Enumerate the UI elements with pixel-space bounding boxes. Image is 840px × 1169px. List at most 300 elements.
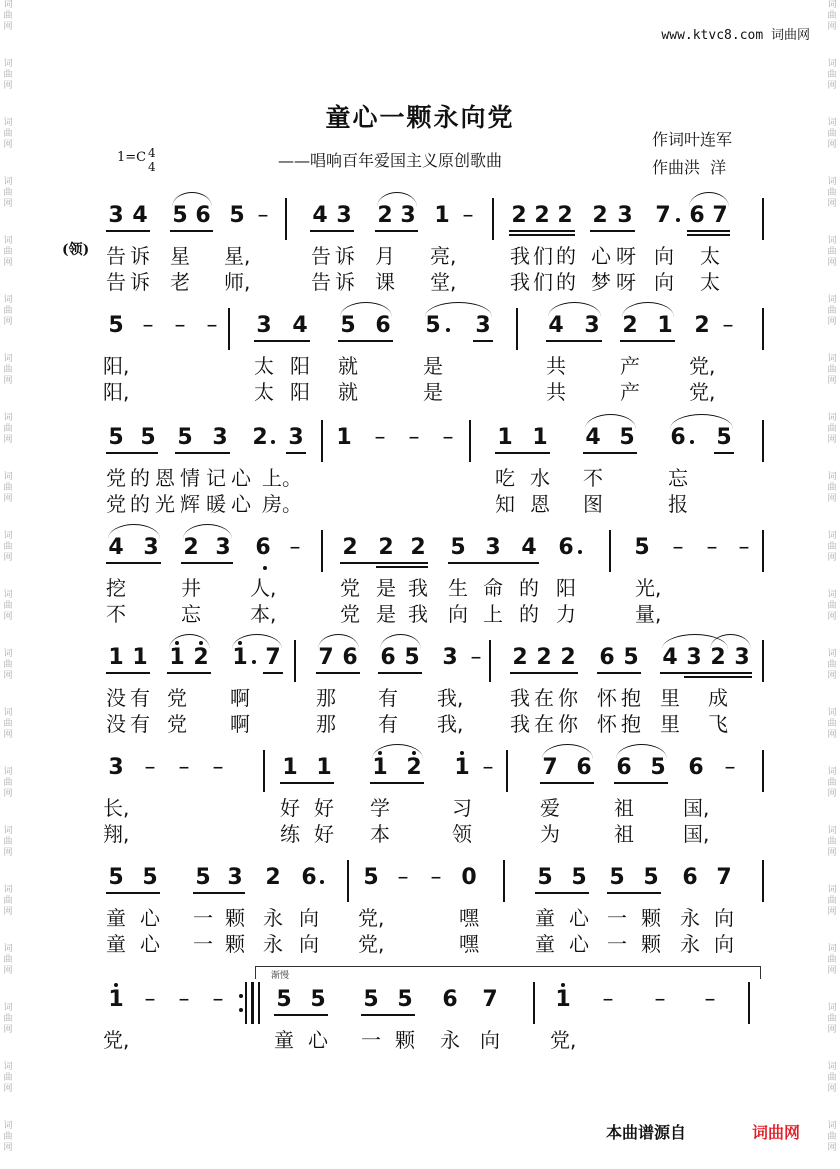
lyric-verse-2: 梦: [591, 270, 611, 294]
note: 1: [106, 986, 126, 1014]
watermark-char: 网: [827, 1143, 837, 1153]
note: 2: [410, 535, 426, 560]
bar-line: [294, 640, 296, 682]
watermark-char: 词: [3, 944, 13, 954]
lyric-verse-1: 产: [620, 354, 640, 378]
watermark-char: 网: [827, 730, 837, 740]
song-title: 童心一颗永向党: [325, 103, 515, 132]
lyric-verse-1: 我: [510, 686, 530, 710]
eighth-underline: [473, 340, 493, 342]
lyric-verse-2: 颗: [641, 932, 661, 956]
lyric-verse-2: 练: [280, 822, 300, 846]
watermark-char: 曲: [3, 719, 13, 729]
lyric-verse-2: 堂,: [430, 270, 457, 294]
watermark-char: 网: [3, 376, 13, 386]
watermark-char: 词: [827, 236, 837, 246]
eighth-underline: [495, 452, 550, 454]
lyric-verse-1: 颗: [225, 906, 245, 930]
note: 1: [532, 425, 548, 450]
note: 2: [511, 203, 527, 228]
lyric-verse-1: 星,: [224, 244, 251, 268]
eighth-underline: [338, 340, 393, 342]
eighth-underline: [175, 452, 230, 454]
note: 5: [643, 865, 659, 890]
note: –: [462, 203, 474, 228]
score-system: [0, 308, 840, 418]
lyric-verse-1: 就: [338, 354, 358, 378]
lyric-verse-2: 我,: [437, 712, 464, 736]
watermark-char: 曲: [827, 1014, 837, 1024]
note: 5: [140, 425, 156, 450]
lyric-verse-2: 好: [314, 822, 334, 846]
lyric-verse-2: 不: [106, 602, 126, 626]
watermark-char: 曲: [3, 1073, 13, 1083]
watermark-char: 曲: [3, 306, 13, 316]
lyric-verse-1: 抱: [621, 686, 641, 710]
lyric-verse-1: 水: [530, 466, 550, 490]
watermark-char: 曲: [3, 11, 13, 21]
watermark-char: 曲: [827, 483, 837, 493]
eighth-underline: [378, 672, 422, 674]
watermark-char: 网: [3, 199, 13, 209]
lyric-verse-1: 向: [714, 906, 734, 930]
eighth-underline: [448, 562, 539, 564]
note: –: [738, 535, 750, 560]
key-signature: 1=C: [117, 150, 147, 165]
note: 7: [318, 645, 334, 670]
note: 2: [534, 203, 550, 228]
note: 3: [227, 865, 243, 890]
watermark-char: 曲: [3, 483, 13, 493]
lyric-verse-2: 党: [167, 712, 187, 736]
lyric-verse-1: 生: [448, 576, 468, 600]
watermark-char: 网: [827, 1084, 837, 1094]
bar-line: [762, 530, 764, 572]
lyric-verse-2: 诉: [130, 270, 150, 294]
note: –: [430, 865, 442, 890]
watermark-char: 网: [3, 553, 13, 563]
lyric-verse-2: 是: [376, 602, 396, 626]
lyric-verse-2: 老: [170, 270, 190, 294]
lyric-verse-1: 是: [376, 576, 396, 600]
bar-line: [748, 982, 750, 1024]
eighth-underline: [280, 782, 334, 784]
lyric-verse-2: 为: [540, 822, 560, 846]
note: 5: [609, 865, 625, 890]
note: 3: [212, 425, 228, 450]
eighth-underline: [263, 672, 283, 674]
lyric-verse-1: 一: [361, 1028, 381, 1052]
eighth-underline: [106, 230, 150, 232]
lyric-verse-2: 一: [607, 932, 627, 956]
lyric-verse-2: 党: [340, 602, 360, 626]
lyric-verse-1: 党: [340, 576, 360, 600]
watermark-char: 曲: [3, 70, 13, 80]
lyric-verse-1: 忘: [668, 466, 688, 490]
score-system: [0, 982, 840, 1092]
note: 5: [619, 425, 635, 450]
note: 2: [378, 535, 394, 560]
composer: 作曲洪 洋: [652, 158, 727, 177]
watermark-char: 曲: [827, 542, 837, 552]
note: –: [470, 645, 482, 670]
lyric-verse-2: 那: [316, 712, 336, 736]
note: 5: [571, 865, 587, 890]
lyric-verse-1: 呀: [616, 244, 636, 268]
note: –: [397, 865, 409, 890]
lyric-verse-1: 的: [556, 244, 576, 268]
watermark-char: 词: [827, 295, 837, 305]
note: 4: [548, 313, 564, 338]
eighth-underline: [620, 340, 675, 342]
lyric-verse-2: 党,: [358, 932, 385, 956]
note: 2: [592, 203, 608, 228]
watermark-char: 网: [827, 553, 837, 563]
watermark-group: [0, 0, 16, 59]
bar-line: [762, 198, 764, 240]
eighth-underline: [597, 672, 641, 674]
high-octave-dot: [114, 983, 118, 987]
note: 5: [716, 425, 732, 450]
lyric-verse-2: 嘿: [459, 932, 479, 956]
watermark-char: 网: [3, 789, 13, 799]
lyric-verse-1: 党,: [689, 354, 716, 378]
lyric-verse-2: 共: [546, 380, 566, 404]
eighth-underline: [181, 562, 233, 564]
lyric-verse-1: 太: [254, 354, 274, 378]
note: 4: [312, 203, 328, 228]
lyric-verse-2: 心: [140, 932, 160, 956]
note: 6: [616, 755, 632, 780]
bar-line: [489, 640, 491, 682]
note: 2: [694, 313, 710, 338]
lyric-verse-2: 本,: [250, 602, 277, 626]
bar-line: [762, 640, 764, 682]
lyric-verse-1: 你: [558, 686, 578, 710]
lyric-verse-2: 忘: [181, 602, 201, 626]
augmentation-dot: [252, 660, 256, 664]
lyric-verse-2: 党: [106, 492, 126, 516]
slur: [689, 192, 729, 207]
note: 3: [288, 425, 304, 450]
lyric-verse-1: 亮,: [430, 244, 457, 268]
lyric-verse-1: 童: [535, 906, 555, 930]
lyric-verse-1: 永: [440, 1028, 460, 1052]
note: 2: [536, 645, 552, 670]
bar-line: [503, 860, 505, 902]
lyric-verse-1: 党,: [103, 1028, 130, 1052]
watermark-char: 网: [3, 1084, 13, 1094]
lyric-verse-1: 人,: [250, 576, 277, 600]
watermark-char: 曲: [827, 70, 837, 80]
lyric-verse-2: 向: [654, 270, 674, 294]
lyric-verse-1: 成: [708, 686, 728, 710]
note: 3: [686, 645, 702, 670]
note: 7: [716, 865, 732, 890]
note: 6: [599, 645, 615, 670]
watermark-char: 曲: [3, 424, 13, 434]
note: 2: [183, 535, 199, 560]
note: –: [174, 313, 186, 338]
watermark-char: 词: [827, 590, 837, 600]
bar-line: [516, 308, 518, 350]
watermark-char: 网: [3, 1143, 13, 1153]
note: 6: [558, 535, 574, 560]
lyric-verse-2: 向: [448, 602, 468, 626]
lyric-verse-1: 的: [519, 576, 539, 600]
lyric-verse-1: 我,: [437, 686, 464, 710]
note: 6: [301, 865, 317, 890]
note: –: [142, 313, 154, 338]
bar-line: [762, 308, 764, 350]
watermark-char: 词: [827, 885, 837, 895]
eighth-underline: [286, 452, 306, 454]
note: 1: [316, 755, 332, 780]
lyric-verse-1: 阳,: [103, 354, 130, 378]
lyric-verse-1: 吃: [495, 466, 515, 490]
note: 2: [377, 203, 393, 228]
watermark-char: 网: [827, 966, 837, 976]
watermark-char: 网: [3, 1025, 13, 1035]
watermark-char: 曲: [827, 719, 837, 729]
note: 1: [452, 754, 472, 782]
note: 5: [177, 425, 193, 450]
watermark-char: 网: [827, 81, 837, 91]
site-header[interactable]: www.ktvc8.com 词曲网: [661, 28, 810, 43]
watermark-char: 网: [827, 848, 837, 858]
eighth-underline: [106, 672, 150, 674]
lyric-verse-1: 祖: [614, 796, 634, 820]
watermark-char: 曲: [827, 955, 837, 965]
lyric-verse-2: 暖: [206, 492, 226, 516]
watermark-char: 曲: [3, 542, 13, 552]
bar-line: [609, 530, 611, 572]
note: 3: [215, 535, 231, 560]
lyric-verse-2: 诉: [335, 270, 355, 294]
lyric-verse-1: 记: [206, 466, 226, 490]
watermark-char: 词: [3, 649, 13, 659]
note: 5: [108, 313, 124, 338]
lyric-verse-1: 心: [591, 244, 611, 268]
watermark-char: 曲: [3, 365, 13, 375]
note: 3: [617, 203, 633, 228]
watermark-char: 词: [3, 531, 13, 541]
note: 5: [340, 313, 356, 338]
lyric-verse-2: 心: [231, 492, 251, 516]
bar-line: [492, 198, 494, 240]
eighth-underline: [106, 892, 160, 894]
sixteenth-underline: [687, 234, 730, 236]
watermark-char: 网: [3, 258, 13, 268]
note: 1: [167, 644, 187, 672]
watermark-char: 词: [827, 354, 837, 364]
eighth-underline: [310, 230, 354, 232]
watermark-char: 词: [3, 708, 13, 718]
note: –: [672, 535, 684, 560]
lyric-verse-1: 向: [299, 906, 319, 930]
lyric-verse-2: 啊: [230, 712, 250, 736]
eighth-underline: [106, 562, 161, 564]
lyric-verse-2: 有: [378, 712, 398, 736]
note: –: [144, 987, 156, 1012]
lyric-verse-2: 没: [106, 712, 126, 736]
watermark-char: 词: [3, 826, 13, 836]
watermark-char: 网: [3, 22, 13, 32]
lyric-verse-2: 本: [370, 822, 390, 846]
watermark-char: 曲: [3, 660, 13, 670]
watermark-char: 曲: [827, 1073, 837, 1083]
note: 6: [342, 645, 358, 670]
note: 5: [108, 425, 124, 450]
note: 5: [450, 535, 466, 560]
lyric-verse-1: 永: [680, 906, 700, 930]
note: 7: [542, 755, 558, 780]
lyric-verse-1: 颗: [641, 906, 661, 930]
note: 7: [265, 645, 281, 670]
watermark-char: 网: [827, 258, 837, 268]
note: 3: [336, 203, 352, 228]
lyric-verse-1: 永: [263, 906, 283, 930]
bar-line: [321, 420, 323, 462]
lyric-verse-1: 井: [181, 576, 201, 600]
note: –: [706, 535, 718, 560]
watermark-char: 曲: [827, 601, 837, 611]
watermark-char: 网: [3, 317, 13, 327]
low-octave-dot: [263, 566, 267, 570]
lyric-verse-1: 共: [546, 354, 566, 378]
eighth-underline: [684, 672, 752, 674]
eighth-underline: [510, 672, 578, 674]
eighth-underline: [376, 562, 428, 564]
high-octave-dot: [561, 983, 565, 987]
bar-line: [285, 198, 287, 240]
lyric-verse-2: 恩: [530, 492, 550, 516]
lyric-verse-1: 月: [375, 244, 395, 268]
watermark-char: 词: [827, 177, 837, 187]
lyric-verse-2: 向: [714, 932, 734, 956]
lyric-verse-2: 呀: [616, 270, 636, 294]
watermark-char: 词: [827, 767, 837, 777]
eighth-underline: [106, 452, 158, 454]
lyric-verse-2: 力: [556, 602, 576, 626]
lyric-verse-1: 上。: [262, 466, 302, 490]
note: 2: [557, 203, 573, 228]
lyric-verse-1: 长,: [103, 796, 130, 820]
credits: [652, 126, 732, 182]
watermark-char: 词: [3, 295, 13, 305]
note: 6: [375, 313, 391, 338]
sixteenth-underline: [376, 566, 428, 568]
note: 4: [521, 535, 537, 560]
bar-line: [347, 860, 349, 902]
lyric-verse-2: 课: [375, 270, 395, 294]
watermark-char: 网: [3, 966, 13, 976]
tempo-bracket: [255, 966, 761, 979]
watermark-char: 曲: [827, 129, 837, 139]
lyric-verse-2: 永: [263, 932, 283, 956]
lyric-verse-2: 知: [495, 492, 515, 516]
note: 1: [132, 645, 148, 670]
watermark-char: 词: [3, 0, 13, 10]
watermark-char: 曲: [827, 247, 837, 257]
note: 2: [265, 865, 281, 890]
lyric-verse-1: 阳: [556, 576, 576, 600]
lyric-verse-1: 有: [378, 686, 398, 710]
lyric-verse-1: 心: [569, 906, 589, 930]
note: 1: [336, 425, 352, 450]
slur: [172, 192, 212, 207]
watermark-char: 词: [3, 59, 13, 69]
note: 2: [512, 645, 528, 670]
note: 5: [142, 865, 158, 890]
lyric-verse-1: 童: [274, 1028, 294, 1052]
lyric-verse-2: 我: [510, 712, 530, 736]
watermark-group: [0, 1121, 16, 1169]
watermark-char: 词: [827, 1062, 837, 1072]
watermark-char: 曲: [3, 1014, 13, 1024]
watermark-char: 网: [827, 435, 837, 445]
watermark-char: 曲: [3, 1132, 13, 1142]
lyric-verse-2: 心: [569, 932, 589, 956]
lyric-verse-1: 好: [314, 796, 334, 820]
eighth-underline: [614, 782, 668, 784]
footer-site-link[interactable]: 词曲网: [752, 1123, 801, 1142]
lyric-verse-2: 永: [680, 932, 700, 956]
watermark-char: 词: [827, 1121, 837, 1131]
sixteenth-underline: [509, 234, 575, 236]
watermark-char: 词: [827, 1003, 837, 1013]
watermark-char: 词: [827, 944, 837, 954]
watermark-char: 网: [3, 494, 13, 504]
note: 6: [255, 535, 271, 560]
lyric-verse-1: 怀: [597, 686, 617, 710]
note: 5: [195, 865, 211, 890]
note: 1: [370, 754, 390, 782]
note: 4: [108, 535, 124, 560]
lyric-verse-2: 飞: [708, 712, 728, 736]
note: 2: [191, 644, 211, 672]
lyric-verse-2: 的: [556, 270, 576, 294]
note: 1: [497, 425, 513, 450]
note: 5: [108, 865, 124, 890]
note: –: [482, 755, 494, 780]
lyric-verse-1: 不: [583, 466, 603, 490]
lyric-verse-2: 祖: [614, 822, 634, 846]
lyric-verse-1: 一: [607, 906, 627, 930]
lyric-verse-2: 们: [533, 270, 553, 294]
note: 2: [710, 645, 726, 670]
watermark-char: 词: [3, 590, 13, 600]
eighth-underline: [714, 452, 734, 454]
bar-line: [258, 982, 260, 1024]
augmentation-dot: [578, 550, 582, 554]
lead-mark: (领): [62, 242, 90, 258]
watermark-char: 网: [3, 907, 13, 917]
high-octave-dot: [460, 751, 464, 755]
lyric-verse-2: 一: [193, 932, 213, 956]
lyric-verse-2: 有: [130, 712, 150, 736]
watermark-char: 网: [827, 22, 837, 32]
lyric-verse-1: 嘿: [459, 906, 479, 930]
score-system: [0, 198, 840, 308]
watermark-char: 曲: [827, 424, 837, 434]
lyric-verse-2: 怀: [597, 712, 617, 736]
lyric-verse-1: 好: [280, 796, 300, 820]
bar-line: [762, 860, 764, 902]
watermark-char: 词: [827, 826, 837, 836]
augmentation-dot: [676, 218, 680, 222]
lyric-verse-1: 向: [480, 1028, 500, 1052]
